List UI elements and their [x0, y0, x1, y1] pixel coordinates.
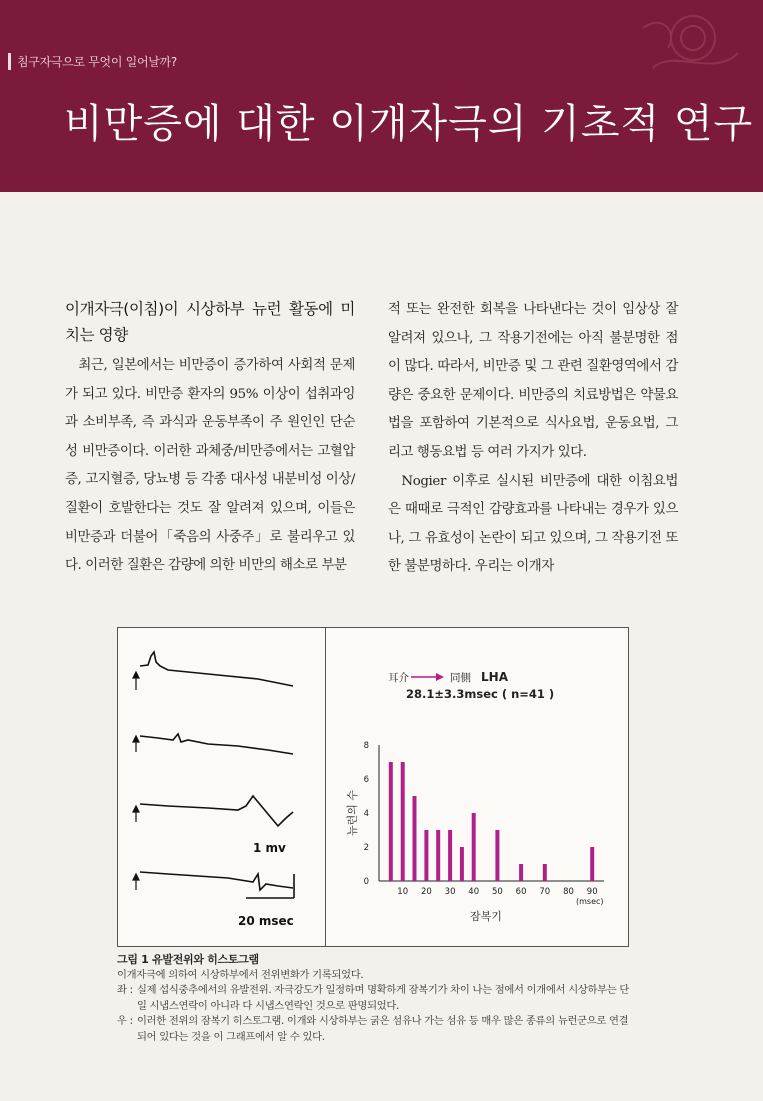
figure-1 [117, 627, 629, 947]
x-tick-label: 20 [420, 887, 432, 897]
x-tick-label: 70 [539, 887, 551, 897]
caption-left-note [117, 983, 637, 1014]
section-label: 침구자극으로 무엇이 일어날까? [8, 53, 177, 70]
caption-right-text: 이러한 전위의 잠복기 히스토그램. 이개와 시상하부는 굵은 섬유나 가는 섬유 등 매우 많은 종류의 뉴런군으로 연결되어 있다는 것을 이 그래프에서 알 수 있다. [137, 1015, 629, 1043]
x-axis-label: 잠복기 [470, 910, 502, 923]
x-tick-label: 10 [397, 887, 409, 897]
x-tick-label: 60 [515, 887, 527, 897]
x-unit-label: (msec) [576, 897, 604, 906]
histogram-bar [590, 847, 594, 881]
right-paragraph-1: 적 또는 완전한 회복을 나타낸다는 것이 임상상 잘 알려져 있으나, 그 작용기전에는 아직 불분명한 점이 많다. 따라서, 비만증 및 그 관련 질환영역에서 감량은 중요한 문제이다. 비만증의 치료방법은 약물요법을 포함하여 기본적으로 식사요법, 운동요법, 그리고 행동요법 등 여러 가지가 있다. [388, 302, 678, 460]
histogram-bar [543, 864, 547, 881]
x-tick-label: 90 [586, 887, 598, 897]
y-tick-label: 8 [363, 741, 369, 751]
latency-histogram [326, 628, 628, 946]
x-tick-label: 50 [491, 887, 503, 897]
y-tick-label: 6 [363, 775, 369, 785]
evoked-potential-traces [118, 628, 325, 946]
caption-left-key: 좌 : [117, 984, 133, 996]
latency-stat: 28.1±3.3msec ( n=41 ) [406, 687, 555, 701]
article-subhead: 이개자극(이침)이 시상하부 뉴런 활동에 미치는 영향 [65, 300, 355, 344]
trace-1 [140, 652, 293, 686]
caption-left-text: 실제 섭식중추에서의 유발전위. 자극강도가 일정하며 명확하게 잠복기가 차이 나는 점에서 이개에서 시상하부는 단일 시냅스연락이 아니라 다 시냅스연락인 것으로 판명되었다. [137, 984, 630, 1012]
legend-to: 同側 [450, 672, 471, 684]
histogram-bar [424, 830, 428, 881]
floral-ornament [633, 8, 743, 88]
histogram-bar [401, 762, 405, 881]
caption-right-note [117, 1014, 637, 1045]
y-tick-label: 2 [363, 843, 369, 853]
trace-3 [140, 796, 293, 826]
figure-caption [117, 952, 637, 1045]
right-paragraph-2: Nogier 이후로 실시된 비만증에 대한 이침요법은 때때로 극적인 감량효과를 나타내는 경우가 있으나, 그 유효성이 논란이 되고 있으며, 그 작용기전 또한 불분명하다. 우리는 이개자 [388, 473, 678, 575]
caption-title: 그림 1 유발전위와 히스토그램 [117, 953, 259, 966]
histogram-bar [495, 830, 499, 881]
x-tick-label: 40 [468, 887, 480, 897]
histogram-bar [460, 847, 464, 881]
scale-time-label: 20 msec [238, 914, 294, 928]
histogram-bar [519, 864, 523, 881]
right-column [388, 296, 678, 582]
caption-right-key: 우 : [117, 1015, 133, 1027]
histogram-bar [436, 830, 440, 881]
page-title: 비만증에 대한 이개자극의 기초적 연구 [64, 101, 754, 147]
chapter-header [0, 0, 763, 192]
histogram-bar [448, 830, 452, 881]
histogram-bar [389, 762, 393, 881]
trace-2 [140, 734, 293, 754]
trace-4 [140, 872, 293, 890]
histogram-bar [413, 796, 417, 881]
scale-voltage-label: 1 mv [253, 841, 286, 855]
caption-line-1: 이개자극에 의하여 시상하부에서 전위변화가 기록되었다. [117, 968, 364, 981]
legend-target: LHA [481, 670, 508, 684]
legend-arrow [411, 673, 444, 681]
left-paragraph: 최근, 일본에서는 비만증이 증가하여 사회적 문제가 되고 있다. 비만증 환자의 95% 이상이 섭취과잉과 소비부족, 즉 과식과 운동부족이 주 원인인 단순성 비만증이다. 이러한 과체중/비만증에서는 고혈압증, 고지혈증, 당뇨병 등 각종 대사성 내분비성 이상/질환이 호발한다는 것도 잘 알려져 있으며, 이들은 비만증과 더불어「죽음의 사중주」로 불리우고 있다. 이러한 질환은 감량에 의한 비만의 해소로 부분 [65, 358, 355, 574]
histogram-bar [472, 813, 476, 881]
y-tick-label: 4 [363, 809, 369, 819]
x-tick-label: 30 [444, 887, 456, 897]
left-column [65, 296, 355, 581]
y-axis-label: 뉴런의 수 [346, 789, 359, 837]
x-tick-label: 80 [563, 887, 574, 897]
legend-from: 耳介 [388, 672, 409, 684]
y-tick-label: 0 [363, 877, 369, 887]
